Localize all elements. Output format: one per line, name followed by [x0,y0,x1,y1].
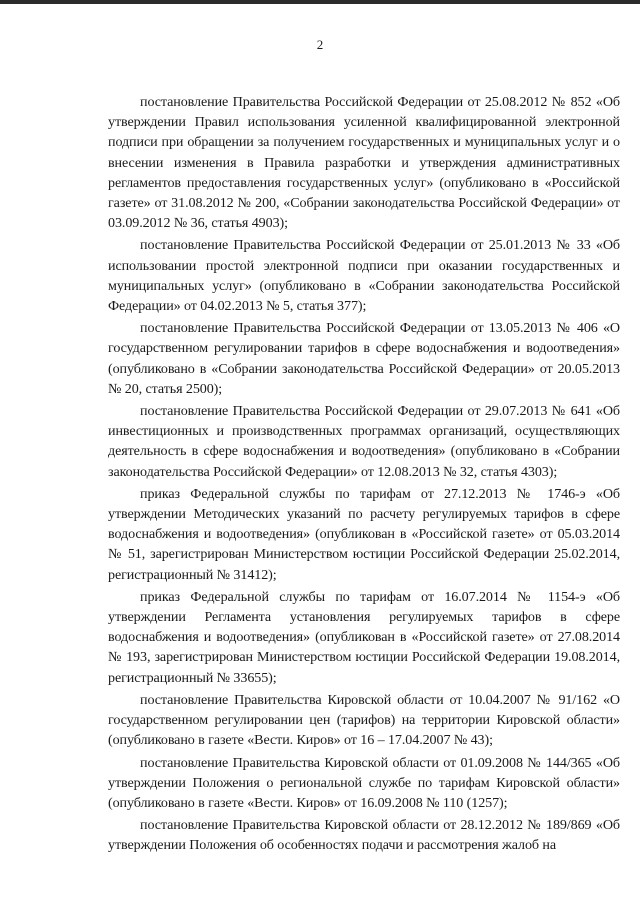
paragraph-order-1154: приказ Федеральной службы по тарифам от 16.07.2014 № 1154-э «Об утверждении Регламента установления регулируемых тарифов в сфере водоснабжения и водоотведения» (опубликован в «Российской газете» от 27.08.2014 № 193, зарегистрирован Министерством юстиции Российской Федерации 19.08.2014, регистрационный № 33655); [108,588,620,686]
paragraph-resolution-852: постановление Правительства Российской Федерации от 25.08.2012 № 852 «Об утверждении Правил использования усиленной квалифицированной электронной подписи при обращении за получением государственных и муниципальных услуг и о внесении изменения в Правила разработки и утверждения административных регламентов предоставления государственных услуг» (опубликовано в «Российской газете» от 31.08.2012 № 200, «Собрании законодательства Российской Федерации» от 03.09.2012 № 36, статья 4903); [108,94,620,232]
document-body [108,92,620,858]
paragraph-resolution-33: постановление Правительства Российской Федерации от 25.01.2013 № 33 «Об использовании простой электронной подписи при оказании государственных и муниципальных услуг» (опубликовано в «Собрании законодательства Российской Федерации» от 04.02.2013 № 5, статья 377); [108,237,620,315]
paragraph-resolution-406: постановление Правительства Российской Федерации от 13.05.2013 № 406 «О государственном регулировании тарифов в сфере водоснабжения и водоотведения» (опубликовано в «Собрании законодательства Российской Федерации» от 20.05.2013 № 20, статья 2500); [108,320,620,397]
paragraph-order-1746: приказ Федеральной службы по тарифам от 27.12.2013 № 1746-э «Об утверждении Методических указаний по расчету регулируемых тарифов в сфере водоснабжения и водоотведения» (опубликован в «Российской газете» от 05.03.2014 № 51, зарегистрирован Министерством юстиции Российской Федерации 25.02.2014, регистрационный № 31412); [108,485,620,583]
paragraph-resolution-641: постановление Правительства Российской Федерации от 29.07.2013 № 641 «Об инвестиционных и производственных программах организаций, осуществляющих деятельность в сфере водоснабжения и водоотведения» (опубликовано в «Собрании законодательства Российской Федерации» от 12.08.2013 № 32, статья 4303); [108,403,620,480]
paragraph-kirov-resolution-144-365: постановление Правительства Кировской области от 01.09.2008 № 144/365 «Об утверждении Положения о региональной службе по тарифам Кировской области» (опубликовано в газете «Вести. Киров» от 16.09.2008 № 110 (1257); [108,754,620,811]
page-number: 2 [316,37,324,52]
paragraph-kirov-resolution-91-162: постановление Правительства Кировской области от 10.04.2007 № 91/162 «О государственном регулировании цен (тарифов) на территории Кировской области» (опубликовано в газете «Вести. Киров» от 16 – 17.04.2007 № 43); [108,691,620,749]
paragraph-kirov-resolution-189-869: постановление Правительства Кировской области от 28.12.2012 № 189/869 «Об утверждении Положения об особенностях подачи и рассмотрения жалоб на [108,817,620,854]
scan-top-edge [0,0,640,4]
